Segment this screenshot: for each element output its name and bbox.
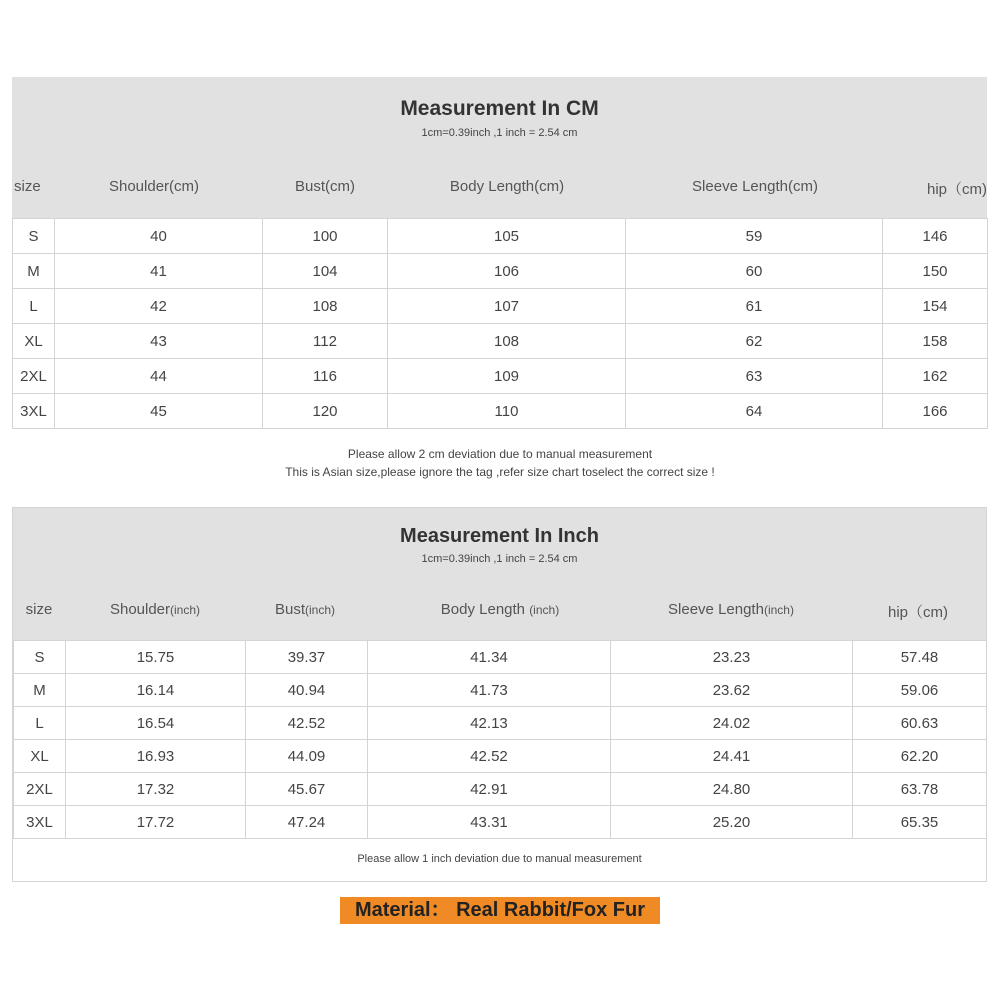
inch-column-headers — [13, 601, 988, 621]
cm-value-cell: 104 — [263, 254, 388, 289]
inch-value-cell: 16.93 — [66, 740, 246, 773]
cm-size-cell: S — [13, 219, 55, 254]
inch-header-bust: Bust(inch) — [274, 601, 336, 618]
inch-value-cell: 41.34 — [368, 641, 611, 674]
inch-value-cell: 15.75 — [66, 641, 246, 674]
cm-value-cell: 41 — [55, 254, 263, 289]
cm-size-chart — [12, 77, 987, 431]
inch-header-hip: hip（cm) — [887, 604, 948, 621]
inch-value-cell: 42.91 — [368, 773, 611, 806]
cm-value-cell: 154 — [883, 289, 988, 324]
inch-value-cell: 57.48 — [853, 641, 987, 674]
inch-table-row — [14, 641, 987, 674]
cm-value-cell: 106 — [388, 254, 626, 289]
cm-value-cell: 146 — [883, 219, 988, 254]
cm-data-table — [12, 218, 988, 429]
cm-header-body-length: Body Length(cm) — [449, 178, 565, 195]
cm-deviation-note: Please allow 2 cm deviation due to manual measurement — [347, 447, 653, 461]
cm-value-cell: 108 — [263, 289, 388, 324]
cm-value-cell: 40 — [55, 219, 263, 254]
inch-value-cell: 17.32 — [66, 773, 246, 806]
cm-table-title: Measurement In CM — [400, 97, 599, 120]
inch-value-cell: 42.52 — [246, 707, 368, 740]
cm-table-row — [13, 289, 988, 324]
cm-conversion-note: 1cm=0.39inch ,1 inch = 2.54 cm — [421, 127, 578, 139]
cm-header-shoulder: Shoulder(cm) — [108, 178, 200, 195]
cm-value-cell: 62 — [626, 324, 883, 359]
inch-table-row — [14, 707, 987, 740]
inch-header-shoulder: Shoulder(inch) — [109, 601, 201, 618]
inch-table-header — [13, 508, 986, 640]
cm-header-hip: hip（cm) — [926, 181, 987, 198]
inch-deviation-note: Please allow 1 inch deviation due to manual measurement — [357, 853, 642, 865]
inch-value-cell: 43.31 — [368, 806, 611, 839]
cm-size-cell: 3XL — [13, 394, 55, 429]
cm-table-row — [13, 219, 988, 254]
inch-value-cell: 39.37 — [246, 641, 368, 674]
inch-value-cell: 62.20 — [853, 740, 987, 773]
inch-value-cell: 47.24 — [246, 806, 368, 839]
cm-value-cell: 109 — [388, 359, 626, 394]
cm-value-cell: 112 — [263, 324, 388, 359]
inch-value-cell: 59.06 — [853, 674, 987, 707]
inch-value-cell: 60.63 — [853, 707, 987, 740]
inch-table-title: Measurement In Inch — [400, 525, 599, 547]
cm-value-cell: 107 — [388, 289, 626, 324]
cm-footnote — [0, 445, 1000, 481]
inch-conversion-note: 1cm=0.39inch ,1 inch = 2.54 cm — [421, 553, 578, 565]
cm-table-row — [13, 359, 988, 394]
cm-table-header — [12, 77, 987, 219]
cm-size-cell: 2XL — [13, 359, 55, 394]
inch-value-cell: 40.94 — [246, 674, 368, 707]
cm-value-cell: 166 — [883, 394, 988, 429]
cm-value-cell: 150 — [883, 254, 988, 289]
cm-value-cell: 63 — [626, 359, 883, 394]
inch-value-cell: 65.35 — [853, 806, 987, 839]
inch-size-chart — [12, 507, 987, 882]
inch-header-sleeve-length: Sleeve Length(inch) — [668, 601, 794, 618]
inch-value-cell: 42.52 — [368, 740, 611, 773]
cm-table-row — [13, 254, 988, 289]
inch-size-cell: M — [14, 674, 66, 707]
inch-header-body-length: Body Length (inch) — [440, 601, 560, 618]
cm-value-cell: 162 — [883, 359, 988, 394]
cm-value-cell: 158 — [883, 324, 988, 359]
inch-data-table — [13, 640, 987, 839]
cm-value-cell: 64 — [626, 394, 883, 429]
cm-value-cell: 100 — [263, 219, 388, 254]
inch-value-cell: 16.14 — [66, 674, 246, 707]
inch-value-cell: 24.80 — [611, 773, 853, 806]
inch-value-cell: 24.41 — [611, 740, 853, 773]
cm-header-sleeve-length: Sleeve Length(cm) — [692, 178, 818, 195]
cm-value-cell: 116 — [263, 359, 388, 394]
inch-value-cell: 42.13 — [368, 707, 611, 740]
inch-size-cell: XL — [14, 740, 66, 773]
cm-value-cell: 61 — [626, 289, 883, 324]
cm-size-cell: M — [13, 254, 55, 289]
cm-size-cell: XL — [13, 324, 55, 359]
inch-header-size: size — [25, 601, 53, 618]
inch-value-cell: 41.73 — [368, 674, 611, 707]
inch-value-cell: 17.72 — [66, 806, 246, 839]
inch-value-cell: 23.23 — [611, 641, 853, 674]
cm-value-cell: 44 — [55, 359, 263, 394]
cm-value-cell: 105 — [388, 219, 626, 254]
inch-value-cell: 24.02 — [611, 707, 853, 740]
cm-value-cell: 108 — [388, 324, 626, 359]
cm-value-cell: 60 — [626, 254, 883, 289]
inch-value-cell: 23.62 — [611, 674, 853, 707]
inch-size-cell: 2XL — [14, 773, 66, 806]
inch-size-cell: L — [14, 707, 66, 740]
inch-value-cell: 25.20 — [611, 806, 853, 839]
inch-size-cell: S — [14, 641, 66, 674]
cm-header-bust: Bust(cm) — [295, 178, 355, 195]
cm-value-cell: 110 — [388, 394, 626, 429]
asian-size-note: This is Asian size,please ignore the tag ,refer size chart toselect the correct size ! — [285, 465, 715, 479]
inch-value-cell: 63.78 — [853, 773, 987, 806]
inch-size-cell: 3XL — [14, 806, 66, 839]
cm-value-cell: 120 — [263, 394, 388, 429]
cm-table-row — [13, 324, 988, 359]
cm-value-cell: 42 — [55, 289, 263, 324]
inch-table-row — [14, 773, 987, 806]
inch-value-cell: 44.09 — [246, 740, 368, 773]
material-label: Material： Real Rabbit/Fox Fur — [340, 897, 660, 924]
cm-column-headers — [12, 178, 987, 198]
inch-value-cell: 16.54 — [66, 707, 246, 740]
cm-value-cell: 59 — [626, 219, 883, 254]
inch-value-cell: 45.67 — [246, 773, 368, 806]
cm-size-cell: L — [13, 289, 55, 324]
cm-table-row — [13, 394, 988, 429]
cm-value-cell: 43 — [55, 324, 263, 359]
cm-header-size: size — [14, 178, 41, 195]
inch-table-row — [14, 740, 987, 773]
inch-table-row — [14, 674, 987, 707]
cm-value-cell: 45 — [55, 394, 263, 429]
inch-table-row — [14, 806, 987, 839]
